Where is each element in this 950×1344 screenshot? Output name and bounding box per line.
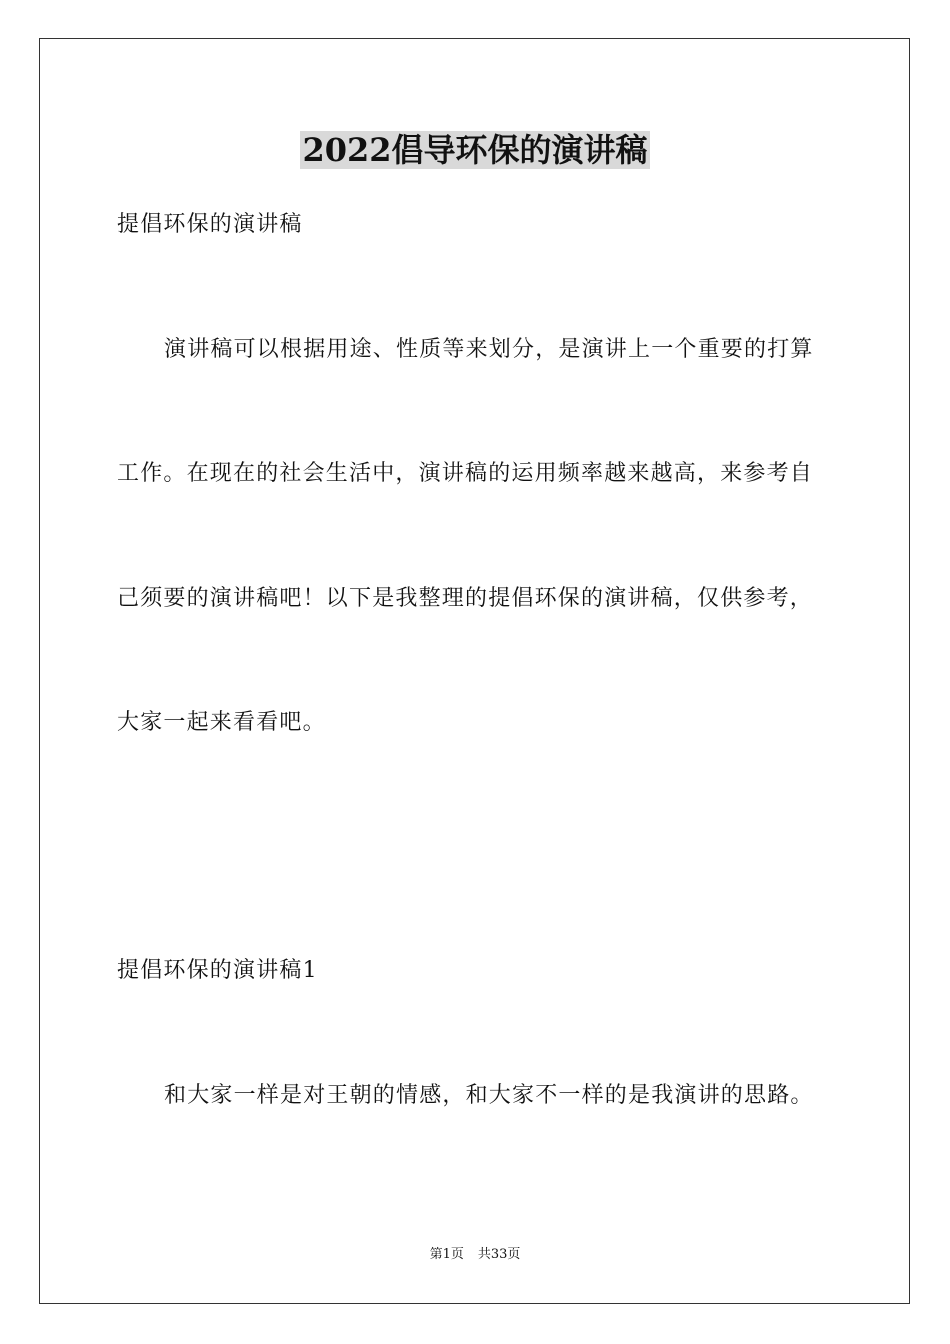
paragraph-line: 演讲稿可以根据用途、性质等来划分，是演讲上一个重要的打算 <box>164 337 814 362</box>
document-title <box>0 128 950 172</box>
subsection-heading: 提倡环保的演讲稿1 <box>117 958 318 983</box>
page-footer <box>0 1246 950 1264</box>
document-title-text: 2022倡导环保的演讲稿 <box>302 131 648 169</box>
section-heading: 提倡环保的演讲稿 <box>117 212 303 237</box>
paragraph-line: 己须要的演讲稿吧！以下是我整理的提倡环保的演讲稿，仅供参考， <box>117 586 814 611</box>
page-number: 第1页 <box>429 1247 464 1262</box>
paragraph-line: 大家一起来看看吧。 <box>117 710 326 735</box>
paragraph-line: 工作。在现在的社会生活中，演讲稿的运用频率越来越高，来参考自 <box>117 461 814 486</box>
page-total: 共33页 <box>477 1247 521 1262</box>
paragraph-line: 和大家一样是对王朝的情感，和大家不一样的是我演讲的思路。 <box>164 1083 814 1108</box>
